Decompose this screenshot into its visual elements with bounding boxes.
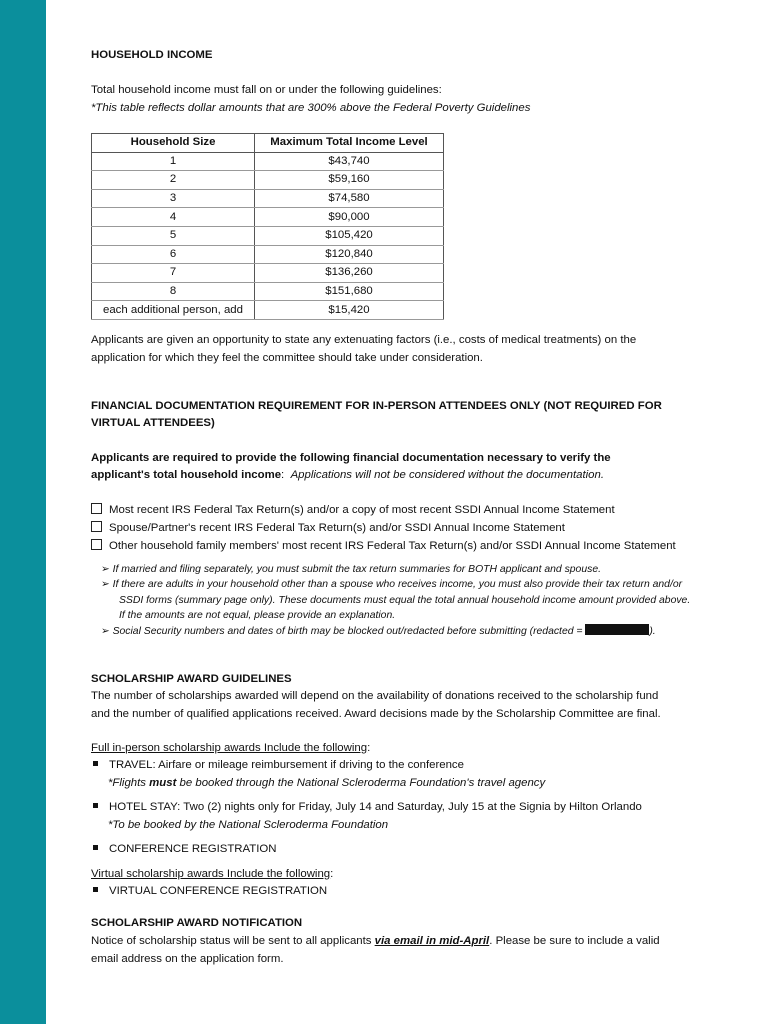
income-cell: $151,680 bbox=[255, 282, 444, 301]
notification-heading: SCHOLARSHIP AWARD NOTIFICATION bbox=[91, 917, 303, 929]
table-row bbox=[92, 301, 444, 320]
sidebar-stripe bbox=[0, 0, 46, 1024]
extenuating-line-2: application for which they feel the committee should take under consideration. bbox=[91, 352, 483, 364]
table-row bbox=[92, 208, 444, 227]
note-text: If there are adults in your household other than a spouse who receives income, you must also provide their tax return and/or bbox=[112, 579, 683, 590]
size-cell: 2 bbox=[92, 171, 255, 190]
square-bullet-icon bbox=[93, 761, 98, 766]
list-item bbox=[91, 883, 327, 901]
table-row bbox=[92, 245, 444, 264]
col-max-income: Maximum Total Income Level bbox=[255, 134, 444, 153]
extenuating-line-1: Applicants are given an opportunity to state any extenuating factors (i.e., costs of medical treatments) on the bbox=[91, 334, 637, 346]
hotel-item: HOTEL STAY: Two (2) nights only for Friday, July 14 and Saturday, July 15 at the Signia by Hilton Orlando bbox=[109, 801, 642, 813]
arrow-bullet-icon: ➢ bbox=[101, 564, 113, 575]
income-table bbox=[91, 133, 444, 320]
arrow-bullet-icon: ➢ bbox=[101, 626, 113, 637]
financial-heading-1: FINANCIAL DOCUMENTATION REQUIREMENT FOR IN-PERSON ATTENDEES ONLY (NOT REQUIRED FOR bbox=[91, 400, 662, 412]
square-bullet-icon bbox=[93, 887, 98, 892]
note-text: Social Security numbers and dates of birth may be blocked out/redacted before submitting (redacted = bbox=[112, 626, 586, 637]
travel-note bbox=[108, 775, 545, 793]
household-note: *This table reflects dollar amounts that are 300% above the Federal Poverty Guidelines bbox=[91, 102, 531, 114]
table-row bbox=[92, 282, 444, 301]
checklist-item bbox=[91, 538, 676, 556]
income-cell: $136,260 bbox=[255, 264, 444, 283]
table-row bbox=[92, 264, 444, 283]
notification-text-b: . Please be sure to include a valid bbox=[489, 935, 660, 947]
checklist-item bbox=[91, 502, 615, 520]
notification-p1 bbox=[91, 933, 660, 951]
income-cell: $105,420 bbox=[255, 226, 444, 245]
colon: : bbox=[367, 742, 371, 754]
table-row bbox=[92, 152, 444, 171]
notification-emphasis: via email in mid-April bbox=[374, 935, 490, 947]
requirement-line-2 bbox=[91, 467, 604, 485]
note-text-end: ). bbox=[649, 626, 656, 637]
guidelines-heading: SCHOLARSHIP AWARD GUIDELINES bbox=[91, 673, 292, 685]
income-cell: $74,580 bbox=[255, 189, 444, 208]
guidelines-p2: and the number of qualified applications received. Award decisions made by the Scholarship Committee are final. bbox=[91, 708, 661, 720]
size-cell: 7 bbox=[92, 264, 255, 283]
income-cell: $43,740 bbox=[255, 152, 444, 171]
checkbox-icon[interactable] bbox=[91, 521, 102, 532]
size-cell: 8 bbox=[92, 282, 255, 301]
notification-text-a: Notice of scholarship status will be sent to all applicants bbox=[91, 935, 375, 947]
requirement-line-1: Applicants are required to provide the following financial documentation necessary to verify the bbox=[91, 452, 611, 464]
financial-heading-2: VIRTUAL ATTENDEES) bbox=[91, 417, 215, 429]
size-cell: 5 bbox=[92, 226, 255, 245]
checklist-item bbox=[91, 520, 565, 538]
arrow-bullet-icon: ➢ bbox=[101, 579, 113, 590]
size-cell: 6 bbox=[92, 245, 255, 264]
list-item bbox=[91, 757, 464, 775]
notification-p2: email address on the application form. bbox=[91, 953, 284, 965]
table-row bbox=[92, 189, 444, 208]
size-cell: 1 bbox=[92, 152, 255, 171]
col-household-size: Household Size bbox=[92, 134, 255, 153]
checklist-label: Most recent IRS Federal Tax Return(s) and/or a copy of most recent SSDI Annual Income Statement bbox=[109, 504, 615, 516]
note-item bbox=[101, 562, 601, 578]
conference-item: CONFERENCE REGISTRATION bbox=[109, 843, 277, 855]
note-text-cont: SSDI forms (summary page only). These documents must equal the total annual household income amount provided above. bbox=[119, 595, 691, 606]
square-bullet-icon bbox=[93, 845, 98, 850]
requirement-bold: applicant's total household income bbox=[91, 469, 282, 481]
checklist-label: Spouse/Partner's recent IRS Federal Tax Return(s) and/or SSDI Annual Income Statement bbox=[109, 522, 565, 534]
size-cell: each additional person, add bbox=[92, 301, 255, 320]
size-cell: 4 bbox=[92, 208, 255, 227]
income-cell: $15,420 bbox=[255, 301, 444, 320]
note-item bbox=[101, 577, 682, 593]
guidelines-p1: The number of scholarships awarded will depend on the availability of donations received to the scholarship fund bbox=[91, 690, 659, 702]
checkbox-icon[interactable] bbox=[91, 539, 102, 550]
hotel-note: *To be booked by the National Scleroderma Foundation bbox=[108, 819, 389, 831]
note-text-cont: If the amounts are not equal, please provide an explanation. bbox=[119, 610, 396, 621]
redaction-block bbox=[585, 624, 649, 635]
income-cell: $59,160 bbox=[255, 171, 444, 190]
requirement-italic: Applications will not be considered without the documentation. bbox=[290, 469, 604, 481]
income-cell: $120,840 bbox=[255, 245, 444, 264]
virtual-awards-underlined: Virtual scholarship awards Include the following bbox=[91, 868, 331, 880]
table-row bbox=[92, 226, 444, 245]
full-awards-label bbox=[91, 740, 370, 758]
income-cell: $90,000 bbox=[255, 208, 444, 227]
table-header-row bbox=[92, 134, 444, 153]
size-cell: 3 bbox=[92, 189, 255, 208]
list-item bbox=[91, 841, 277, 859]
virtual-awards-label bbox=[91, 866, 333, 884]
household-intro: Total household income must fall on or under the following guidelines: bbox=[91, 84, 442, 96]
travel-note-a: *Flights bbox=[108, 777, 150, 789]
full-awards-underlined: Full in-person scholarship awards Include the following bbox=[91, 742, 368, 754]
table-row bbox=[92, 171, 444, 190]
household-income-heading: HOUSEHOLD INCOME bbox=[91, 49, 213, 61]
requirement-colon: : bbox=[281, 469, 285, 481]
virtual-item: VIRTUAL CONFERENCE REGISTRATION bbox=[109, 885, 328, 897]
checkbox-icon[interactable] bbox=[91, 503, 102, 514]
travel-item: TRAVEL: Airfare or mileage reimbursement if driving to the conference bbox=[109, 759, 464, 771]
list-item bbox=[91, 799, 642, 817]
note-text: If married and filing separately, you must submit the tax return summaries for BOTH applicant and spouse. bbox=[112, 564, 601, 575]
travel-note-must: must bbox=[149, 777, 177, 789]
travel-note-b: be booked through the National Scleroderma Foundation's travel agency bbox=[176, 777, 546, 789]
colon: : bbox=[330, 868, 334, 880]
square-bullet-icon bbox=[93, 803, 98, 808]
checklist-label: Other household family members' most recent IRS Federal Tax Return(s) and/or SSDI Annual Income Statement bbox=[109, 540, 676, 552]
note-item bbox=[101, 624, 656, 640]
